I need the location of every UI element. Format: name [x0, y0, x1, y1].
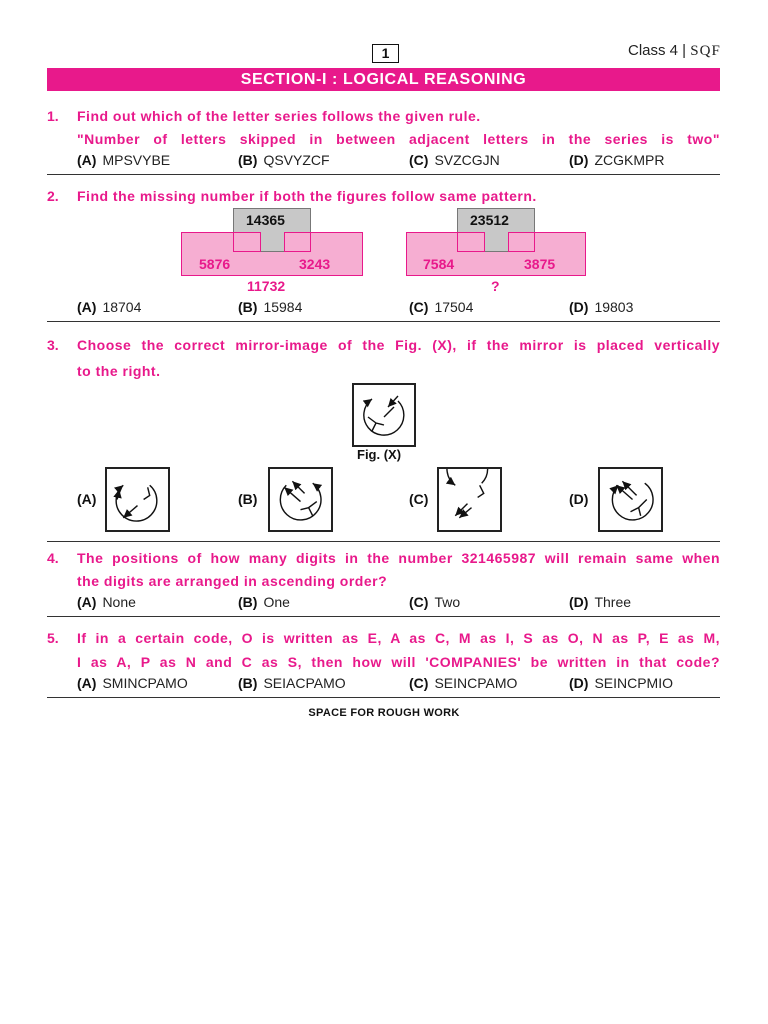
fig2-top-number: 23512 [470, 212, 509, 228]
fig1-overlap-right [284, 232, 311, 252]
fig1-left-number: 5876 [199, 256, 231, 272]
q2-option-b[interactable]: (B) 15984 [238, 299, 303, 315]
q2-option-c[interactable]: (C) 17504 [409, 299, 474, 315]
q4-option-b[interactable]: (B) One [238, 594, 290, 610]
fig2-right-number: 3875 [524, 256, 556, 272]
q3-option-b-label[interactable]: (B) [238, 491, 258, 507]
q3-option-a-label[interactable]: (A) [77, 491, 97, 507]
divider [47, 616, 720, 617]
q2-text: Find the missing number if both the figures follow same pattern. [77, 188, 537, 204]
fig2-overlap-left [457, 232, 485, 252]
q2-option-d[interactable]: (D) 19803 [569, 299, 634, 315]
page-number: 1 [372, 44, 399, 63]
fig1-right-number: 3243 [299, 256, 331, 272]
fig2-bottom-number: ? [491, 278, 500, 294]
q1-option-d[interactable]: (D) ZCGKMPR [569, 152, 665, 168]
q3-option-b-figure[interactable] [268, 467, 333, 532]
class-label [628, 42, 721, 60]
q3-line1: Choose the correct mirror-image of the Fig. (X), if the mirror is placed vertically [77, 337, 720, 353]
fig1-overlap-left [233, 232, 261, 252]
option-a-diagram [107, 469, 168, 530]
option-c-diagram [439, 469, 500, 530]
q3-option-c-figure[interactable] [437, 467, 502, 532]
q2-number: 2. [47, 188, 59, 204]
fig2-left-number: 7584 [423, 256, 455, 272]
q4-option-d[interactable]: (D) Three [569, 594, 632, 610]
divider [47, 541, 720, 542]
q4-option-a[interactable]: (A) None [77, 594, 136, 610]
q1-option-c[interactable]: (C) SVZCGJN [409, 152, 500, 168]
class-text: Class 4 | [628, 42, 687, 59]
q5-option-c[interactable]: (C) SEINCPAMO [409, 675, 518, 691]
q4-option-c[interactable]: (C) Two [409, 594, 461, 610]
rough-work-label: SPACE FOR ROUGH WORK [308, 707, 460, 719]
section-title: SECTION-I : LOGICAL REASONING [47, 68, 720, 91]
q2-option-a[interactable]: (A) 18704 [77, 299, 142, 315]
fig1-bottom-number: 11732 [247, 278, 286, 294]
q1-option-b[interactable]: (B) QSVYZCF [238, 152, 330, 168]
option-b-diagram [270, 469, 331, 530]
divider [47, 174, 720, 175]
q3-option-d-label[interactable]: (D) [569, 491, 589, 507]
q5-line1: If in a certain code, O is written as E, A as C, M as I, S as O, N as P, E as M, [77, 630, 720, 646]
q5-option-b[interactable]: (B) SEIACPAMO [238, 675, 346, 691]
q1-number: 1. [47, 108, 59, 124]
fig-x-label: Fig. (X) [357, 447, 402, 462]
q5-option-a[interactable]: (A) SMINCPAMO [77, 675, 188, 691]
fig-x-diagram [354, 385, 414, 445]
q3-option-c-label[interactable]: (C) [409, 491, 429, 507]
divider [47, 697, 720, 698]
q1-line1: Find out which of the letter series follows the given rule. [77, 108, 481, 124]
q3-line2: to the right. [77, 363, 161, 379]
q5-number: 5. [47, 630, 59, 646]
q4-line2: the digits are arranged in ascending order? [77, 573, 388, 589]
q4-number: 4. [47, 550, 59, 566]
fig2-overlap-right [508, 232, 535, 252]
divider [47, 321, 720, 322]
q1-option-a[interactable]: (A) MPSVYBE [77, 152, 171, 168]
q3-option-d-figure[interactable] [598, 467, 663, 532]
q4-line1: The positions of how many digits in the number 321465987 will remain same when [77, 550, 720, 566]
q3-number: 3. [47, 337, 59, 353]
q3-option-a-figure[interactable] [105, 467, 170, 532]
brand-logo: SQF [690, 43, 721, 59]
q5-option-d[interactable]: (D) SEINCPMIO [569, 675, 674, 691]
q1-line2: "Number of letters skipped in between adjacent letters in the series is two" [77, 131, 720, 147]
fig1-top-number: 14365 [246, 212, 285, 228]
fig-x-box [352, 383, 416, 447]
option-d-diagram [600, 469, 661, 530]
q5-line2: I as A, P as N and C as S, then how will 'COMPANIES' be written in that code? [77, 654, 720, 670]
